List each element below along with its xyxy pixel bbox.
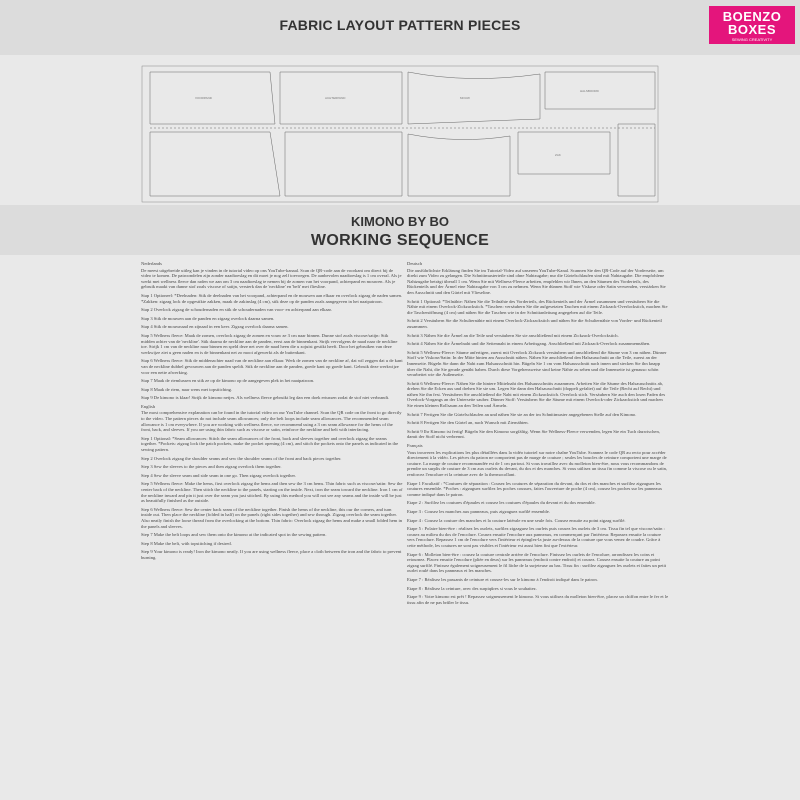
step-de: Schritt 5 Wellness-Fleece: Säume anfertigen, zuerst mit Overlock Zickzack versäubern und anschließend die Säume von 3 cm nähen. Dünner Stoff wie Viskose/Satin: In der Mitte hinten am Ausschnitt nähen. Nähen Sie anschließend den Halsausschnitt an die Teile, zuerst an der Innenseite. Bügeln Sie dann die Naht zum Halsausschnitt hin. Bügeln Sie 1 cm vom Halsausschnitt nach innen und stecken Sie ihn knapp über die Naht, die Sie gerade genäht haben. Durch diese Vorgehensweise sind keine Nähte zu sehen und die Innenseite ist genauso schön verarbeitet wie die Außenseite. — [407, 349, 667, 378]
step-fr: Etape 7 : Réalisez les passants de ceinture et cousez-les sur le kimono à l'endroit indiqué dans le patron. — [407, 576, 598, 582]
label-sleeve: MOUW — [460, 96, 470, 100]
step-nl: Stap 4 Stik de mouwnaad en zijnaad in een keer. Zigzag overlock daarna samen. — [141, 324, 289, 330]
lang-heading-fr: Français — [407, 443, 423, 449]
intro-en: The most comprehensive explanation can be found in the tutorial video on our YouTube channel. Scan the QR code on the front to go directly to the video. The pattern pieces do not include seam allowances; only the belt loops include seam allowances. The recommended seam allowance is 1 cm everywhere. If you are working with wellness fleece, we recommend using a 3 cm seam allowance for the hems of the front, back, and sleeves. If you are using thin fabric such as viscose or satin, reinforce the neckline and belt with interfacing. — [141, 410, 402, 433]
step-en: Step 7 Make the belt loops and sew them onto the kimono at the indicated spot in the sewing pattern. — [141, 532, 327, 538]
piece-pocket — [518, 132, 610, 174]
section-subtitle: WORKING SEQUENCE — [310, 232, 490, 249]
step-de: Schritt 2 Versäubern Sie die Schulternähte mit einem Overlock-Zickzackstich und nähen Sie die Schulternähte von Vorder- und Rückenteil zusammen. — [407, 318, 662, 329]
step-de: Schritt 9 Ihr Kimono ist fertig! Bügeln Sie den Kimono sorgfältig. Wenn Sie Wellness-Fleece verwenden, legen Sie ein Tuch dazwischen, damit der Stoff nicht verbrennt. — [407, 428, 660, 440]
step-fr: Etape 8 : Réalisez la ceinture, avec des surpiqûres si vous le souhaitez. — [407, 585, 537, 591]
step-en: Step 3 Sew the sleeves to the pieces and then zigzag overlock them together. — [141, 464, 282, 470]
piece-neckline-top — [545, 72, 655, 109]
step-fr: Etape 5 : Polaire bien-être : réalisez les ourlets, surfilez zigzaguez les ourlets puis cousez les ourlets de 3 cm. Tissu fin tel que viscose/satin : cousez au milieu du dos de l'encolure. Cousez ensuite l'encolure aux panneaux, en commençant par l'intérieur. Repassez ensuite la couture vers l'encolure. Repassez 1 cm de l'encolure vers l'intérieur et épinglez-la juste au-dessus de la couture que vous venez de coudre. Grâce à cette méthode, les coutures ne sont pas visibles et l'intérieur est aussi bien fini que l'extérieur. — [407, 526, 665, 548]
piece-front — [150, 72, 275, 124]
step-fr: Etape 6 : Molleton bien-être : cousez la couture centrale arrière de l'encolure. Finissez les ourlets de l'encolure, arrondissez les coins et retournez. Placez ensuite l'encolure (pliée en deux) sur les panneaux (endroit contre endroit) et cousez. Cousez ensuite la couture au point zigzag surfilé. Finissez également soigneusement le fil lâche de la surjeteuse au bas. Tissu fin : surfilez zigzaguez les ourlets et faites un petit ourlet roulé dans les panneaux et les manches. — [407, 551, 667, 574]
step-nl: Stap 2 Overlock zigzag de schoudernaden en stik de schoudernaden van voor- en achterpand aan elkaar. — [141, 307, 332, 313]
step-nl: Stap 9 De kimono is klaar! Strijk de kimono netjes. Als wellness fleece gebruikt leg dan een doek ertussen zodat de stof niet verbrandt. — [141, 395, 390, 401]
step-nl: Stap 3 Stik de mouwen aan de panden en zigzag overlock daarna samen. — [141, 315, 275, 321]
step-fr: Etape 9 : Votre kimono est prêt ! Repassez soigneusement le kimono. Si vous utilisez du molleton bien-être, placez un chiffon entre le fer et le tissu afin de ne pas brûler le tissu. — [407, 594, 669, 605]
step-de: Schritt 8 Fertigen Sie den Gürtel an, nach Wunsch mit Ziernähten. — [407, 420, 529, 426]
label-front: VOORPAND — [195, 96, 212, 100]
step-nl: Stap 8 Maak de riem, naar wens met topstitching. — [141, 386, 233, 392]
instructions-left-column — [141, 261, 403, 564]
step-de: Schritt 3 Nähen Sie die Ärmel an die Teile und versäubern Sie sie anschließend mit einem Zickzack-Overlockstich. — [407, 332, 619, 338]
step-en: Step 5 Wellness fleece: Make the hems, first overlock zigzag the hems and then sew the 3 cm hems. Thin fabric such as viscose/satin: Sew the center back of the neckline. Then stitch the neckline to the panels, starting on the inside. Next, iron the seam toward the neckline. Iron 1 cm of the neckline inward and pin it just over the seam you just stitched. By using this method you will not see any seams and the inside will be just as beautifully finished as the outside. — [141, 481, 403, 504]
step-en: Step 4 Sew the sleeve seam and side seam in one go. Then zigzag overlock together. — [141, 472, 296, 478]
section-title: KIMONO BY BO — [351, 214, 449, 229]
step-de: Schritt 1 Optional: *Teilnähte: Nähen Sie die Teilnähte des Vorderteils, des Rückenteils und der Ärmel zusammen und versäubern Sie die Nähte mit einem Overlock-Zickzackstich. *Taschen: versäubern Sie die aufgesetzten Taschen mit einem Zickzack-Overlockstich, machen Sie die Taschenöffnung (4 cm) und nähen Sie die Taschen wie in der Schnittanleitung angegeben auf die Teile. — [407, 298, 668, 315]
boenzo-logo — [709, 6, 795, 44]
lang-heading-en: English — [141, 403, 156, 409]
step-de: Schritt 7 Fertigen Sie die Gürtelschlaufen an und nähen Sie sie an der im Schnittmuster angegebenen Stelle auf den Kimono. — [407, 411, 637, 417]
logo-tagline: SEWING CREATIVITY — [731, 37, 773, 42]
intro-de: Die ausführlichste Erklärung finden Sie im Tutorial-Video auf unserem YouTube-Kanal. Scannen Sie den QR-Code auf der Vorderseite, um direkt zum Video zu gelangen. Die Schnittmusterteile sind ohne Nahtzugabe; nur die Gürtelschlaufen sind mit Nahtzugabe. Die empfohlene Nahtzugabe beträgt überall 1 cm. Wenn Sie mit Wellness-Fleece arbeiten, empfehlen wir Ihnen, an den Säumen des Vorderteils, des Rückenteils und der Ärmel eine Nahtzugabe von 3 cm zu nehmen. Wenn Sie dünnen Stoff wie Viskose oder Satin verwenden, verstärken Sie den Ausschnitt und den Gürtel mit Vlieseline. — [407, 267, 666, 295]
step-en: Step 2 Overlock zigzag the shoulder seams and sew the shoulder seams of the front and back pieces together. — [141, 455, 342, 461]
label-back: ACHTERPAND — [325, 96, 346, 100]
lang-heading-de: Deutsch — [407, 261, 423, 266]
step-nl: Stap 1 Optioneel: *Deelnaden: Stik de deelnaden van het voorpand, achterpand en de mouwen aan elkaar en overlock zigzag de naden samen. *Zakken: zigzag lock de opgestikte zakken, maak de zakinslag (4 cm), stik deze op de panden zoals aangegeven in het naaipatroon. — [141, 292, 403, 304]
label-neckline: HALSBOORD — [580, 89, 599, 93]
lang-heading-nl: Nederlands — [141, 261, 162, 266]
logo-line2: BOXES — [727, 22, 776, 37]
piece-sleeve-top — [408, 72, 540, 124]
step-en: Step 8 Make the belt, with topstitching if desired. — [141, 540, 232, 546]
instructions-right-column — [407, 261, 669, 608]
pattern-layout-diagram — [140, 64, 660, 204]
intro-fr: Vous trouverez les explications les plus détaillées dans la vidéo tutoriel sur notre chaîne YouTube. Scannez le code QR au recto pour accéder directement à la vidéo. Les pièces du patron ne comportent pas de marge de couture ; seules les boucles de ceinture comportent une marge de couture. La marge de couture recommandée est de 1 cm partout. Si vous travaillez avec du molleton bien-être, nous vous recommandons de prendre un surplis de couture de 3 cm aux ourlets du devant, du dos et des manches. Si vous utilisez un tissu fin comme la viscose ou le satin, renforcez l'encolure et la ceinture avec de la thermocollant. — [407, 449, 668, 477]
step-fr: Etape 4 : Cousez la couture des manches et la couture latérale en une seule fois. Cousez ensuite au point zigzag surfilé. — [407, 517, 626, 523]
step-de: Schritt 6 Wellness-Fleece: Nähen Sie die hintere Mittelnaht des Halsausschnitts zusammen. Arbeiten Sie die Säume des Halsausschnitts ab, drehen Sie die Ecken aus und drehen Sie sie um. Legen Sie dann den Halsausschnitt (doppelt gefaltet) auf die Teile (Recht auf Recht) und nähen Sie ihn fest. Versäubern Sie anschließend die Naht mit einem Zickzackstich. Overlock stich. Versäubern Sie auch den losen Faden des Overlock-Vorgangs an der Unterseite sauber. Dünner Stoff: Versäubern Sie die Säume mit einem Overlock-oder Zickzackstich und machen Sie einen kleinen Rollsaum an den Teilen und Ärmeln. — [407, 380, 666, 409]
step-fr: Etape 1 Facultatif : *Coutures de séparation : Cousez les coutures de séparation du devant, du dos et des manches et surfilez zigzaguez les coutures ensemble. *Poches : zigzaguez surfilez les poches cousues, faites l'ouverture de poche (4 cm), cousez les poches sur les panneaux comme indiqué dans le patron. — [407, 480, 663, 497]
piece-back-2 — [285, 132, 402, 196]
page-title: FABRIC LAYOUT PATTERN PIECES — [279, 17, 521, 33]
piece-sleeve-2 — [408, 134, 510, 196]
step-en: Step 1 Optional: *Seam allowances: Stitch the seam allowances of the front, back and sleeves together and overlock zigzag the seams together. *Pockets: zigzag lock the patch pockets, make the pocket opening (4 cm), and stitch the pockets onto the panels as indicated in the sewing pattern. — [141, 435, 399, 453]
intro-nl: De meest uitgebreide uitleg kan je vinden in de tutorial video op ons YouTube-kanaal. Scan de QR-code aan de voorkant om direct bij de video te komen. De patroondelen zijn zonder naadtoeslag en dit moet je nog zelf toevoegen. De aanbevolen naadtoeslag is 1 cm overal. Als je werkt met wellness fleece dan raden we aan om 3 cm naadtoeslag te nemen bij de zomen van het voorpand, achterpand en mouwen. Als je gebruik maakt van dunne stof zoals viscose of satijn, versterk dan de 'neckline' en 'belt' met fliesline. — [141, 267, 402, 290]
logo-line1: BOENZO — [722, 9, 782, 24]
step-nl: Stap 5 Wellness fleece: Maak de zomen, overlock zigzag de zomen en vouw ze 3 cm naar binnen. Dunne stof zoals viscose/satijn: Stik midden achter van de 'neckline'. Stik daarna de neckline aan de panden, eerst aan de binnenkant. Strijk vervolgens de naad naar de neckline toe. Strijk 1 cm van de neckline naar binnen en speld deze net over de naad heen die u zojuist gestikt heeft. Door het gebruiken van deze werkwijze ziet u geen naden en is de binnenkant net zo mooi afgewerkt als de buitenkant. — [141, 332, 398, 355]
step-fr: Etape 3 : Cousez les manches aux panneaux, puis zigzaguez surfilé ensemble. — [407, 508, 550, 514]
step-en: Step 9 Your kimono is ready! Iron the kimono neatly. If you are using wellness fleece, place a cloth between the iron and the fabric to prevent burning. — [141, 549, 402, 560]
label-pocket: ZAK — [555, 153, 561, 157]
piece-belt — [618, 124, 655, 196]
step-nl: Stap 6 Wellness fleece: Stik de middenachter naad van de neckline aan elkaar. Werk de zomen van de neckline af, dat wil zeggen dat u de kant van de neckline dubbel gevouwen aan de panden speldt. Stik de neckline aan de panden, goede kant op goede kant. Gebruik deze werkwijze voor een nette afwerking. — [141, 358, 403, 375]
step-de: Schritt 4 Nähen Sie die Ärmelnaht und die Seitennaht in einem Arbeitsgang. Anschließend mit Zickzack-Overlock zusammennähen. — [407, 341, 651, 347]
step-fr: Etape 2 : Surfilez les coutures d'épaules et cousez les coutures d'épaules du devant et du dos ensemble. — [407, 500, 596, 506]
step-en: Step 6 Wellness fleece: Sew the center back seam of the neckline together. Finish the hems of the neckline, this our the corners, and turn inside out. Then place the neckline (folded in half) on the panels (right sides together) and sew through. Zigzag overlock the seam together. Also neatly finish the loose thread from the overlocking at the bottom. Thin fabric: Overlock zigzag the hems and make a small folded hem in the panels and sleeves. — [141, 506, 403, 529]
step-nl: Stap 7 Maak de riemlussen en stik ze op de kimono op de aangegeven plek in het naaipatroon. — [141, 378, 315, 384]
fabric-outline — [142, 66, 658, 202]
piece-front-2 — [150, 132, 280, 196]
